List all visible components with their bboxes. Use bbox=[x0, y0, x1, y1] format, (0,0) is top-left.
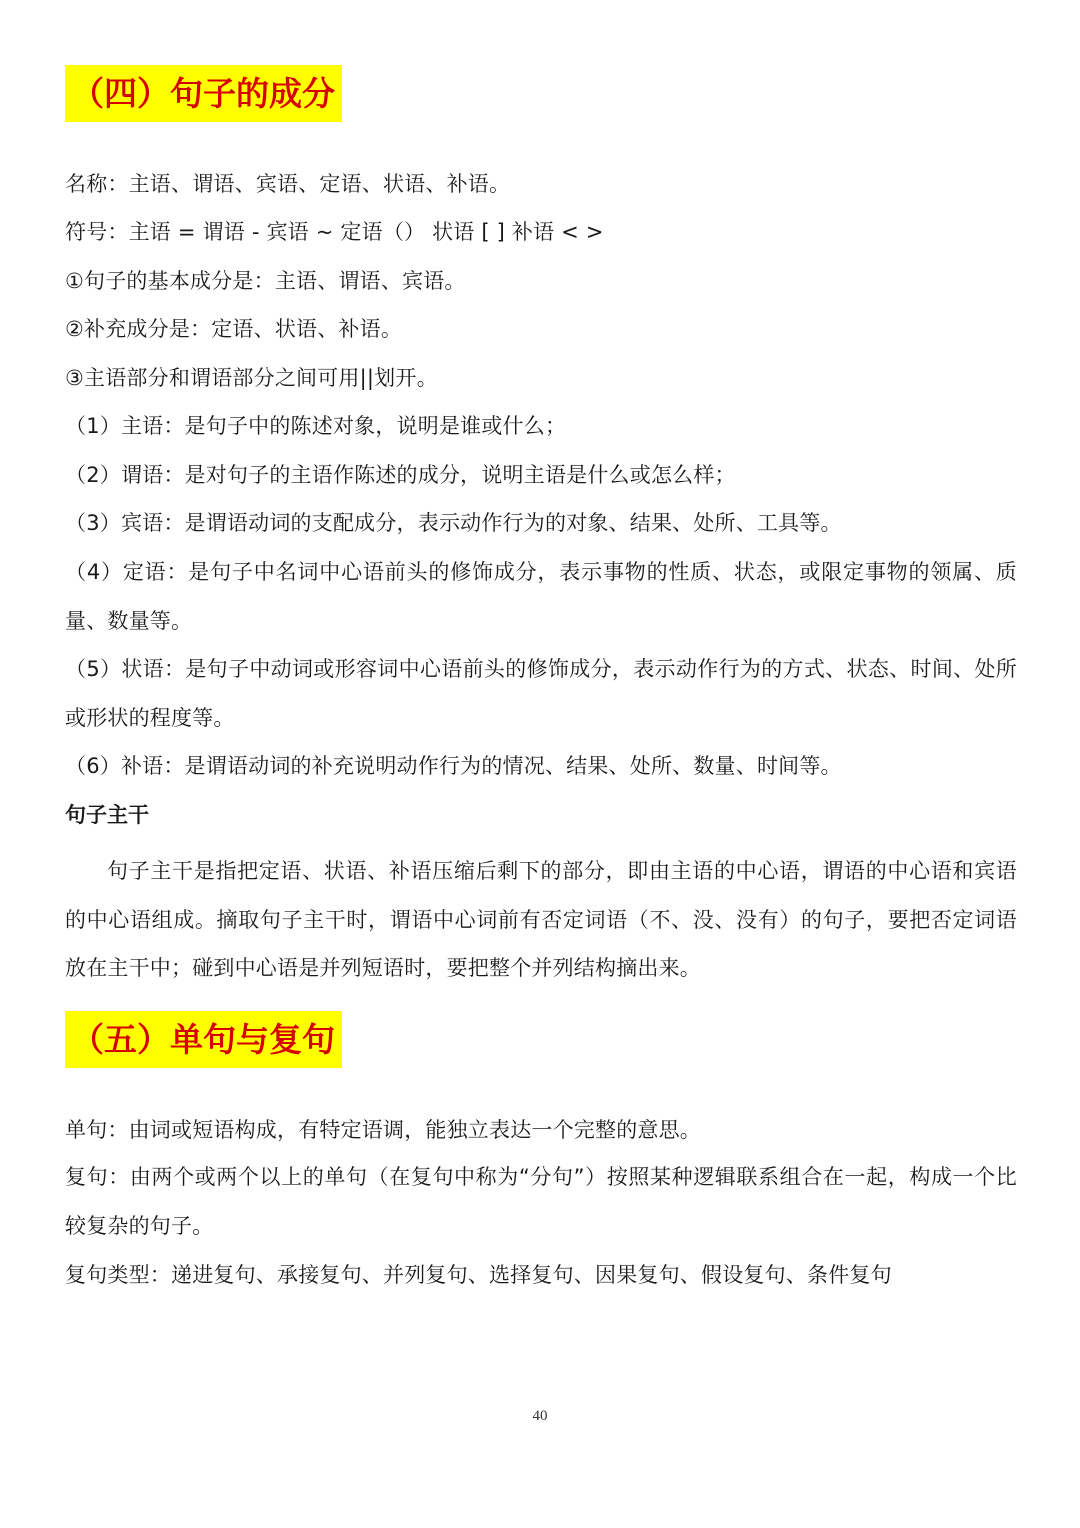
component-item-predicate: （2）谓语：是对句子的主语作陈述的成分，说明主语是什么或怎么样； bbox=[65, 463, 736, 487]
component-item-attributive: （4）定语：是句子中名词中心语前头的修饰成分，表示事物的性质、状态，或限定事物的领属、质量、数量等。 bbox=[65, 560, 1017, 633]
complex-sentence-definition: 复句：由两个或两个以上的单句（在复句中称为“分句”）按照某种逻辑联系组合在一起，构成一个比较复杂的句子。 bbox=[65, 1165, 1017, 1238]
supplementary-components-point: ②补充成分是：定语、状语、补语。 bbox=[65, 317, 403, 341]
component-item-object: （3）宾语：是谓语动词的支配成分，表示动作行为的对象、结果、处所、工具等。 bbox=[65, 511, 842, 535]
complex-sentence-types: 复句类型：递进复句、承接复句、并列复句、选择复句、因果复句、假设复句、条件复句 bbox=[65, 1263, 892, 1287]
component-item-subject: （1）主语：是句子中的陈述对象，说明是谁或什么； bbox=[65, 414, 567, 438]
component-symbols-line: 符号：主语 = 谓语 - 宾语 ~ 定语（） 状语 [ ] 补语 < > bbox=[65, 220, 604, 244]
component-item-adverbial: （5）状语：是句子中动词或形容词中心语前头的修饰成分，表示动作行为的方式、状态、时间、处所或形状的程度等。 bbox=[65, 657, 1017, 730]
simple-sentence-definition: 单句：由词或短语构成，有特定语调，能独立表达一个完整的意思。 bbox=[65, 1118, 701, 1142]
divider-usage-point: ③主语部分和谓语部分之间可用||划开。 bbox=[65, 366, 438, 390]
basic-components-point: ①句子的基本成分是：主语、谓语、宾语。 bbox=[65, 269, 466, 293]
component-names-line: 名称：主语、谓语、宾语、定语、状语、补语。 bbox=[65, 172, 511, 196]
sentence-trunk-paragraph: 句子主干是指把定语、状语、补语压缩后剩下的部分，即由主语的中心语，谓语的中心语和宾语的中心语组成。摘取句子主干时，谓语中心词前有否定词语（不、没、没有）的句子，要把否定词语放在主干中；碰到中心语是并列短语时，要把整个并列结构摘出来。 bbox=[65, 859, 1017, 980]
sentence-trunk-heading: 句子主干 bbox=[65, 803, 149, 827]
section-heading-sentence-components: （四）句子的成分 bbox=[65, 65, 342, 122]
section-heading-simple-complex-sentences: （五）单句与复句 bbox=[65, 1011, 342, 1068]
component-item-complement: （6）补语：是谓语动词的补充说明动作行为的情况、结果、处所、数量、时间等。 bbox=[65, 754, 842, 778]
page-number: 40 bbox=[532, 1408, 548, 1424]
